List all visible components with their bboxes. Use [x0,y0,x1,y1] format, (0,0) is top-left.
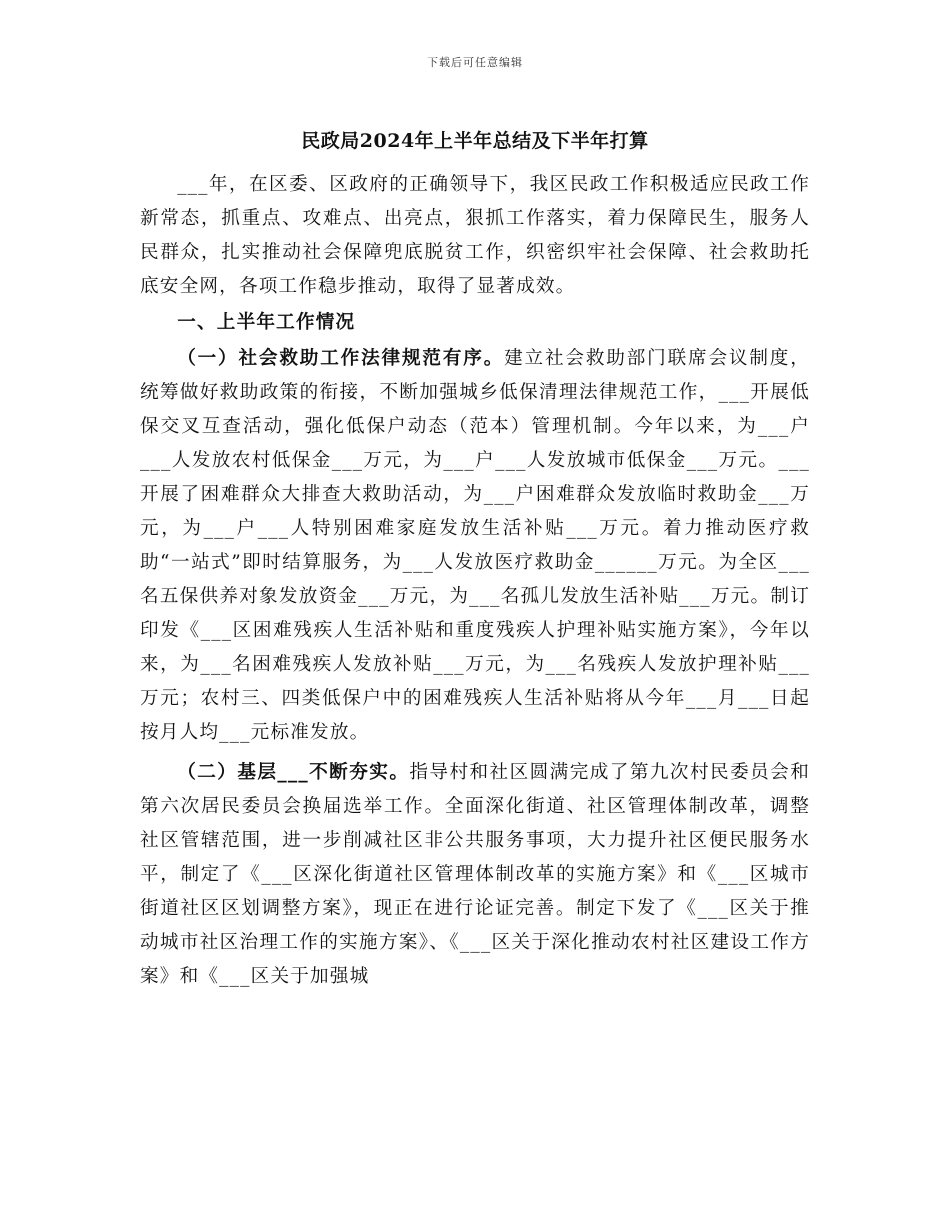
document-title: 民政局2024年上半年总结及下半年打算 [301,130,649,152]
paragraph-body: 建立社会救助部门联席会议制度，统筹做好救助政策的衔接，不断加强城乡低保清理法律规范工作，___开展低保交叉互查活动，强化低保户动态（范本）管理机制。今年以来，为___户___人发放农村低保金___万元，为___户___人发放城市低保金___万元。___开展了困难群众大排查大救助活动，为___户困难群众发放临时救助金___万元，为___户___人特别困难家庭发放生活补贴___万元。着力推动医疗救助“一站式”即时结算服务，为___人发放医疗救助金______万元。为全区___名五保供养对象发放资金___万元，为___名孤儿发放生活补贴___万元。制订印发《___区困难残疾人生活补贴和重度残疾人护理补贴实施方案》，今年以来，为___名困难残疾人发放补贴___万元，为___名残疾人发放护理补贴___万元；农村三、四类低保户中的困难残疾人生活补贴将从今年___月___日起按月人均___元标准发放。 [140,348,810,743]
header-note: 下载后可任意编辑 [427,56,523,69]
paragraph-lead: （二）基层___不断夯实。 [177,762,410,783]
paragraph-body: 指导村和社区圆满完成了第九次村民委员会和第六次居民委员会换届选举工作。全面深化街道、社区管理体制改革，调整社区管辖范围，进一步削减社区非公共服务事项，大力提升社区便民服务水平，制定了《___区深化街道社区管理体制改革的实施方案》和《___区城市街道社区区划调整方案》，现正在进行论证完善。制定下发了《___区关于推动城市社区治理工作的实施方案》、《___区关于深化推动农村社区建设工作方案》和《___区关于加强城 [140,762,810,987]
paragraph-social-assistance [140,342,810,750]
section-heading: 一、上半年工作情况 [177,312,356,333]
document-body [140,168,810,994]
intro-paragraph: ___年，在区委、区政府的正确领导下，我区民政工作积极适应民政工作新常态，抓重点、攻难点、出亮点，狠抓工作落实，着力保障民生，服务人民群众，扎实推动社会保障兜底脱贫工作，织密织牢社会保障、社会救助托底安全网，各项工作稳步推动，取得了显著成效。 [140,174,810,297]
paragraph-grassroots [140,756,810,994]
paragraph-lead: （一）社会救助工作法律规范有序。 [177,348,505,369]
